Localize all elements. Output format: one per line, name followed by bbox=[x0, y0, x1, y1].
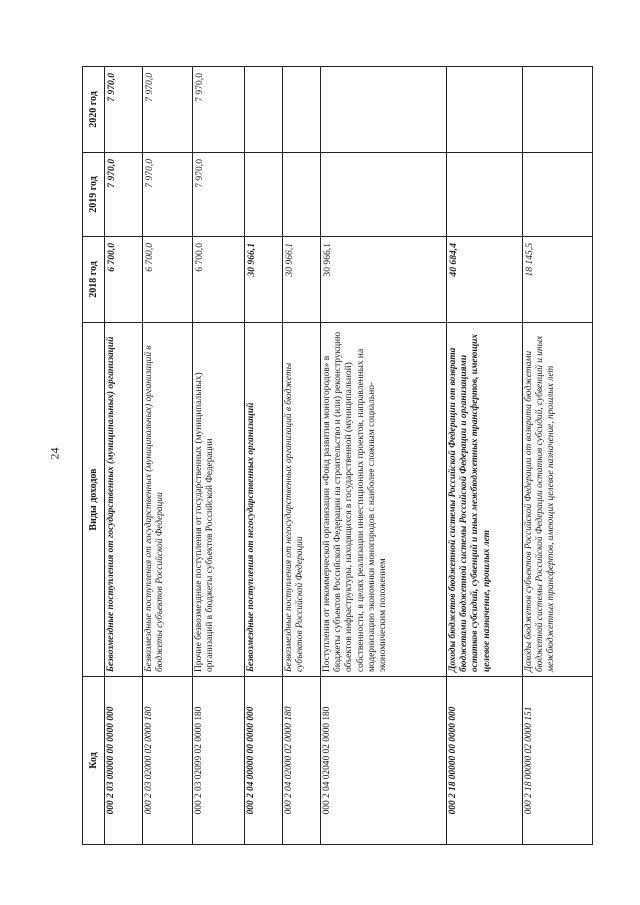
table-row bbox=[143, 67, 193, 845]
row-name: Поступления от некоммерческой организации «Фонд развития моногородов» в бюджеты субъектов Российской Федерации на строительство и (или) реконструкцию объектов инфраструктуры, находящихся в государственной (муниципальной) собственности, в целях реализации инвестиционных проектов, направленных на модернизацию экономики моногородов с наиболее сложным социально-экономическим положением bbox=[321, 323, 447, 677]
table-row bbox=[447, 67, 523, 845]
row-value-2019 bbox=[283, 153, 321, 237]
table-row bbox=[193, 67, 245, 845]
row-value-2019: 7 970,0 bbox=[143, 153, 193, 237]
row-name: Безвозмездные поступления от государственных (муниципальных) организаций bbox=[105, 323, 143, 677]
table-row bbox=[245, 67, 283, 845]
row-name: Доходы бюджетов субъектов Российской Федерации от возврата бюджетами бюджетной системы Российской Федерации остатков субсидий, субвенций и иных межбюджетных трансфертов, имеющих целевое назначение, прошлых лет bbox=[523, 323, 593, 677]
header-2020: 2020 год bbox=[83, 67, 105, 153]
row-value-2020 bbox=[523, 67, 593, 153]
row-code: 000 2 18 00000 02 0000 151 bbox=[523, 677, 593, 845]
row-code: 000 2 04 02040 02 0000 180 bbox=[321, 677, 447, 845]
row-value-2018: 30 966,1 bbox=[245, 237, 283, 323]
row-code: 000 2 03 02099 02 0000 180 bbox=[193, 677, 245, 845]
row-value-2019: 7 970,0 bbox=[193, 153, 245, 237]
row-name: Безвозмездные поступления от государственных (муниципальных) организаций в бюджеты субъектов Российской Федерации bbox=[143, 323, 193, 677]
row-value-2018: 30 966,1 bbox=[283, 237, 321, 323]
revenue-table bbox=[82, 66, 593, 845]
rotated-table-container bbox=[82, 67, 557, 845]
row-name: Прочие безвозмездные поступления от государственных (муниципальных) организаций в бюджеты субъектов Российской Федерации bbox=[193, 323, 245, 677]
header-type: Виды доходов bbox=[83, 323, 105, 677]
row-value-2020: 7 970,0 bbox=[105, 67, 143, 153]
row-value-2018: 6 700,0 bbox=[105, 237, 143, 323]
row-value-2018: 40 684,4 bbox=[447, 237, 523, 323]
row-value-2019 bbox=[321, 153, 447, 237]
row-code: 000 2 04 00000 00 0000 000 bbox=[245, 677, 283, 845]
table-row bbox=[321, 67, 447, 845]
row-value-2019 bbox=[523, 153, 593, 237]
row-value-2020 bbox=[321, 67, 447, 153]
row-value-2018: 18 145,5 bbox=[523, 237, 593, 323]
table-row bbox=[523, 67, 593, 845]
row-value-2019: 7 970,0 bbox=[105, 153, 143, 237]
table-header-row bbox=[83, 67, 105, 845]
row-name: Безвозмездные поступления от негосударственных организаций bbox=[245, 323, 283, 677]
row-value-2018: 6 700,0 bbox=[143, 237, 193, 323]
table-row bbox=[105, 67, 143, 845]
row-value-2020 bbox=[447, 67, 523, 153]
row-value-2019 bbox=[447, 153, 523, 237]
row-value-2020 bbox=[283, 67, 321, 153]
row-value-2018: 30 966,1 bbox=[321, 237, 447, 323]
header-code: Код bbox=[83, 677, 105, 845]
row-code: 000 2 03 00000 00 0000 000 bbox=[105, 677, 143, 845]
header-2019: 2019 год bbox=[83, 153, 105, 237]
header-2018: 2018 год bbox=[83, 237, 105, 323]
page-number: 24 bbox=[47, 447, 62, 460]
row-name: Безвозмездные поступления от негосударственных организаций в бюджеты субъектов Российской Федерации bbox=[283, 323, 321, 677]
table-row bbox=[283, 67, 321, 845]
row-value-2020: 7 970,0 bbox=[193, 67, 245, 153]
row-code: 000 2 04 02000 02 0000 180 bbox=[283, 677, 321, 845]
row-code: 000 2 18 00000 00 0000 000 bbox=[447, 677, 523, 845]
row-value-2019 bbox=[245, 153, 283, 237]
row-value-2020 bbox=[245, 67, 283, 153]
row-code: 000 2 03 02000 02 0000 180 bbox=[143, 677, 193, 845]
row-value-2020: 7 970,0 bbox=[143, 67, 193, 153]
row-value-2018: 6 700,0 bbox=[193, 237, 245, 323]
row-name: Доходы бюджетов бюджетной системы Российской Федерации от возврата бюджетами бюджетной системы Российской Федерации и организациями остатков субсидий, субвенций и иных межбюджетных трансфертов, имеющих целевое назначение, прошлых лет bbox=[447, 323, 523, 677]
